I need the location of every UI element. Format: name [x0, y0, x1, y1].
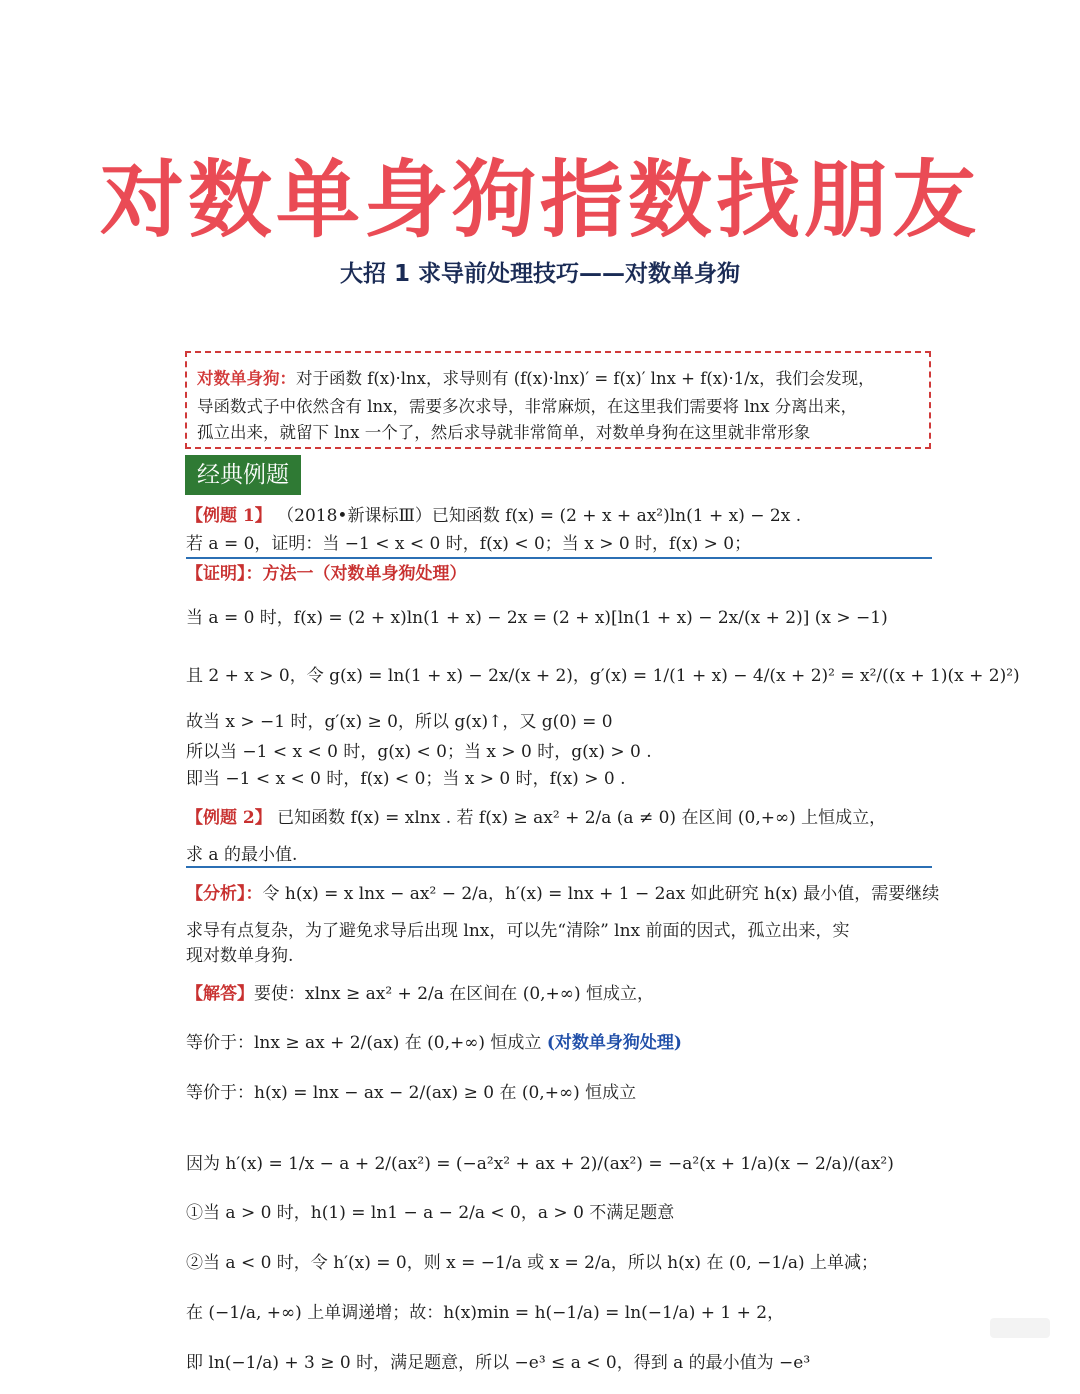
- proof-step-5: 即当 −1 < x < 0 时，f(x) < 0；当 x > 0 时，f(x) > 0 .: [186, 769, 626, 789]
- example2-question: 求 a 的最小值.: [186, 845, 298, 865]
- proof-step-2: 且 2 + x > 0，令 g(x) = ln(1 + x) − 2x/(x + 2)，g′(x) = 1/(1 + x) − 4/(x + 2)² = x²/((x + 1)(x + 2)²): [186, 666, 1020, 686]
- analysis-line-2: 求导有点复杂，为了避免求导后出现 lnx，可以先“清除” lnx 前面的因式，孤立出来，实: [186, 921, 850, 941]
- answer-line-8: 即 ln(−1/a) + 3 ≥ 0 时，满足题意，所以 −e³ ≤ a < 0，得到 a 的最小值为 −e³: [186, 1353, 811, 1373]
- example1-tag: 【例题 1】: [186, 506, 272, 526]
- intro-text-1: 对于函数 f(x)·lnx，求导则有 (f(x)·lnx)′ = f(x)′ lnx + f(x)·1/x，我们会发现，: [296, 369, 875, 388]
- intro-line-2: 导函数式子中依然含有 lnx，需要多次求导，非常麻烦，在这里我们需要将 lnx 分离出来，: [197, 397, 858, 416]
- example2-statement: 已知函数 f(x) = xlnx . 若 f(x) ≥ ax² + 2/a (a ≠ 0) 在区间 (0,+∞) 上恒成立，: [277, 808, 887, 828]
- intro-line-1: [197, 363, 919, 394]
- example1-condition: 若 a = 0，证明：当 −1 < x < 0 时，f(x) < 0；当 x > 0 时，f(x) > 0；: [186, 534, 752, 554]
- proof-step-3: 故当 x > −1 时，g′(x) ≥ 0，所以 g(x)↑，又 g(0) = 0: [186, 712, 613, 732]
- answer-line-2: [186, 1031, 682, 1055]
- classic-examples-tag: 经典例题: [185, 455, 301, 495]
- divider-rule: [186, 557, 932, 559]
- proof-heading: [186, 562, 467, 586]
- analysis-text-1: 令 h(x) = x lnx − ax² − 2/a，h′(x) = lnx + 1 − 2ax 如此研究 h(x) 最小值，需要继续: [262, 884, 940, 904]
- answer-note: (对数单身狗处理): [546, 1033, 682, 1053]
- answer-tag: 【解答】: [186, 984, 254, 1004]
- page-title: 对数单身狗指数找朋友: [99, 151, 980, 249]
- answer-text-1: 要使：xlnx ≥ ax² + 2/a 在区间在 (0,+∞) 恒成立，: [254, 984, 654, 1004]
- answer-line-7: 在 (−1/a, +∞) 上单调递增；故：h(x)min = h(−1/a) = ln(−1/a) + 1 + 2，: [186, 1303, 785, 1323]
- example2-tag: 【例题 2】: [186, 808, 272, 828]
- analysis-line-3: 现对数单身狗.: [186, 946, 294, 966]
- watermark: [990, 1318, 1050, 1338]
- section-subtitle: 大招 1 求导前处理技巧——对数单身狗: [339, 261, 741, 287]
- intro-box: [185, 351, 931, 449]
- answer-line-6: ②当 a < 0 时，令 h′(x) = 0，则 x = −1/a 或 x = 2/a，所以 h(x) 在 (0, −1/a) 上单减；: [186, 1253, 879, 1273]
- proof-step-1: 当 a = 0 时，f(x) = (2 + x)ln(1 + x) − 2x = (2 + x)[ln(1 + x) − 2x/(x + 2)] (x > −1): [186, 608, 888, 628]
- analysis-line-1: [186, 882, 939, 906]
- answer-line-4: 因为 h′(x) = 1/x − a + 2/(ax²) = (−a²x² + ax + 2)/(ax²) = −a²(x + 1/a)(x − 2/a)/(ax²): [186, 1154, 894, 1174]
- divider-rule-2: [186, 866, 932, 868]
- analysis-tag: 【分析】：: [186, 884, 263, 904]
- intro-label: 对数单身狗：: [197, 369, 296, 388]
- example2-statement-line: [186, 806, 886, 830]
- answer-line-1: [186, 982, 654, 1006]
- answer-line-3: 等价于：h(x) = lnx − ax − 2/(ax) ≥ 0 在 (0,+∞) 恒成立: [186, 1083, 637, 1103]
- proof-step-4: 所以当 −1 < x < 0 时，g(x) < 0；当 x > 0 时，g(x) > 0 .: [186, 742, 652, 762]
- answer-line-5: ①当 a > 0 时，h(1) = ln1 − a − 2/a < 0，a > 0 不满足题意: [186, 1203, 675, 1223]
- proof-method: 方法一（对数单身狗处理）: [262, 564, 467, 584]
- answer-text-2: 等价于：lnx ≥ ax + 2/(ax) 在 (0,+∞) 恒成立: [186, 1033, 542, 1053]
- intro-line-3: 孤立出来，就留下 lnx 一个了，然后求导就非常简单，对数单身狗在这里就非常形象: [197, 423, 811, 442]
- example1-statement-line: [186, 504, 801, 528]
- example1-statement: （2018•新课标Ⅲ）已知函数 f(x) = (2 + x + ax²)ln(1 + x) − 2x .: [277, 506, 802, 526]
- proof-tag: 【证明】：: [186, 564, 263, 584]
